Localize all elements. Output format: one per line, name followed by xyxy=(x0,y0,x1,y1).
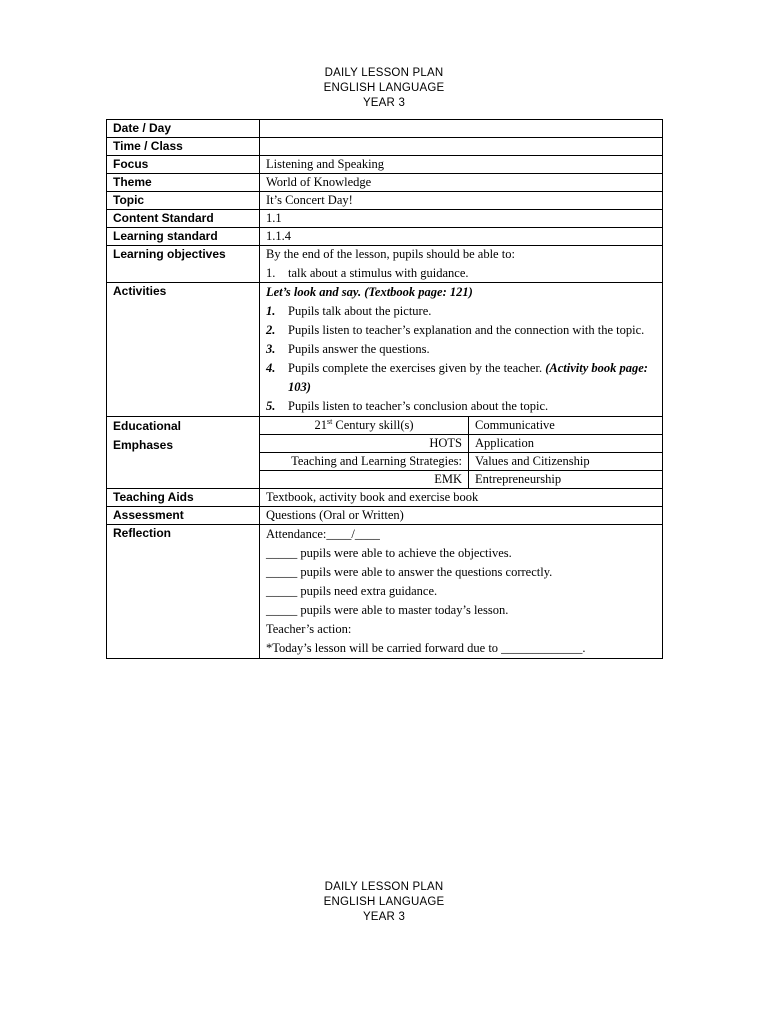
value-learning-objectives xyxy=(260,246,663,283)
value-date-day xyxy=(260,120,663,138)
emphasis-row xyxy=(260,453,662,471)
value-time-class xyxy=(260,138,663,156)
reflection-line: _____ pupils were able to achieve the objectives. xyxy=(266,546,512,560)
next-page-header xyxy=(0,880,768,925)
value-reflection xyxy=(260,525,663,659)
label-teaching-aids: Teaching Aids xyxy=(107,489,260,507)
century-number: 21 xyxy=(314,418,327,432)
emk-key: EMK xyxy=(260,471,469,489)
row-educational-emphases xyxy=(107,417,663,489)
value-theme: World of Knowledge xyxy=(260,174,663,192)
value-learning-standard: 1.1.4 xyxy=(260,228,663,246)
lesson-plan-table xyxy=(106,119,663,659)
reflection-line: _____ pupils were able to master today’s lesson. xyxy=(266,603,509,617)
emphasis-row xyxy=(260,471,662,489)
label-emphases: Emphases xyxy=(113,438,174,452)
label-date-day: Date / Day xyxy=(107,120,260,138)
activity-text: Pupils listen to teacher’s conclusion about the topic. xyxy=(288,399,549,413)
strategies-value: Values and Citizenship xyxy=(469,453,663,471)
activities-heading: Let’s look and say. (Textbook page: 121) xyxy=(266,285,473,299)
reflection-line: _____ pupils need extra guidance. xyxy=(266,584,438,598)
activity-number: 3. xyxy=(266,342,276,356)
label-learning-objectives: Learning objectives xyxy=(107,246,260,283)
activity-book-reference: (Activity book page: 103) xyxy=(288,361,648,394)
activity-text: Pupils listen to teacher’s explanation and the connection with the topic. xyxy=(288,323,645,337)
label-reflection: Reflection xyxy=(107,525,260,659)
objectives-intro: By the end of the lesson, pupils should be able to: xyxy=(266,247,515,261)
value-educational-emphases xyxy=(260,417,663,489)
row-teaching-aids xyxy=(107,489,663,507)
emphasis-row xyxy=(260,417,662,435)
emk-value: Entrepreneurship xyxy=(475,472,562,486)
label-educational: Educational xyxy=(113,419,182,433)
activity-text: Pupils talk about the picture. xyxy=(288,304,432,318)
label-learning-standard: Learning standard xyxy=(107,228,260,246)
label-focus: Focus xyxy=(107,156,260,174)
objective-text: talk about a stimulus with guidance. xyxy=(288,266,469,280)
reflection-line: *Today’s lesson will be carried forward due to _____________. xyxy=(266,641,586,655)
row-learning-standard xyxy=(107,228,663,246)
emphases-table xyxy=(260,417,662,488)
activity-number: 1. xyxy=(266,304,276,318)
label-assessment: Assessment xyxy=(107,507,260,525)
activity-item xyxy=(266,359,656,397)
activity-item xyxy=(266,397,656,416)
value-focus: Listening and Speaking xyxy=(260,156,663,174)
activity-item xyxy=(266,321,656,340)
value-topic: It’s Concert Day! xyxy=(260,192,663,210)
reflection-line: Teacher’s action: xyxy=(266,622,352,636)
activity-number: 2. xyxy=(266,323,276,337)
activity-text: Pupils answer the questions. xyxy=(288,342,430,356)
value-activities xyxy=(260,283,663,417)
reflection-line: Attendance:____/____ xyxy=(266,527,380,541)
century-skills-key xyxy=(260,417,469,435)
objective-number: 1. xyxy=(266,266,276,280)
header-title: DAILY LESSON PLAN xyxy=(324,881,444,893)
row-time-class xyxy=(107,138,663,156)
hots-key: HOTS xyxy=(260,435,469,453)
row-reflection xyxy=(107,525,663,659)
row-focus xyxy=(107,156,663,174)
header-year: YEAR 3 xyxy=(362,911,406,923)
header-subject: ENGLISH LANGUAGE xyxy=(323,82,445,94)
row-activities xyxy=(107,283,663,417)
page-header xyxy=(0,66,768,111)
header-title: DAILY LESSON PLAN xyxy=(324,67,444,79)
activity-text-wrap xyxy=(288,359,656,397)
activity-number: 5. xyxy=(266,399,276,413)
value-content-standard: 1.1 xyxy=(260,210,663,228)
hots-value: Application xyxy=(469,435,663,453)
activity-text: Pupils complete the exercises given by the teacher. xyxy=(288,361,543,375)
century-ordinal: st xyxy=(326,416,333,426)
value-teaching-aids: Textbook, activity book and exercise book xyxy=(260,489,663,507)
label-topic: Topic xyxy=(107,192,260,210)
strategies-key: Teaching and Learning Strategies: xyxy=(260,453,469,471)
activity-item xyxy=(266,340,656,359)
header-subject: ENGLISH LANGUAGE xyxy=(323,896,445,908)
row-content-standard xyxy=(107,210,663,228)
value-assessment: Questions (Oral or Written) xyxy=(260,507,663,525)
emphasis-row xyxy=(260,435,662,453)
label-educational-emphases xyxy=(107,417,260,489)
reflection-line: _____ pupils were able to answer the questions correctly. xyxy=(266,565,553,579)
label-content-standard: Content Standard xyxy=(107,210,260,228)
label-time-class: Time / Class xyxy=(107,138,260,156)
header-year: YEAR 3 xyxy=(362,97,406,109)
century-label: Century skill(s) xyxy=(332,418,414,432)
objective-item xyxy=(266,265,656,282)
activity-item xyxy=(266,302,656,321)
row-topic xyxy=(107,192,663,210)
row-learning-objectives xyxy=(107,246,663,283)
label-theme: Theme xyxy=(107,174,260,192)
row-date-day xyxy=(107,120,663,138)
label-activities: Activities xyxy=(107,283,260,417)
activity-number: 4. xyxy=(266,361,276,375)
century-skills-value: Communicative xyxy=(469,417,663,435)
row-assessment xyxy=(107,507,663,525)
row-theme xyxy=(107,174,663,192)
